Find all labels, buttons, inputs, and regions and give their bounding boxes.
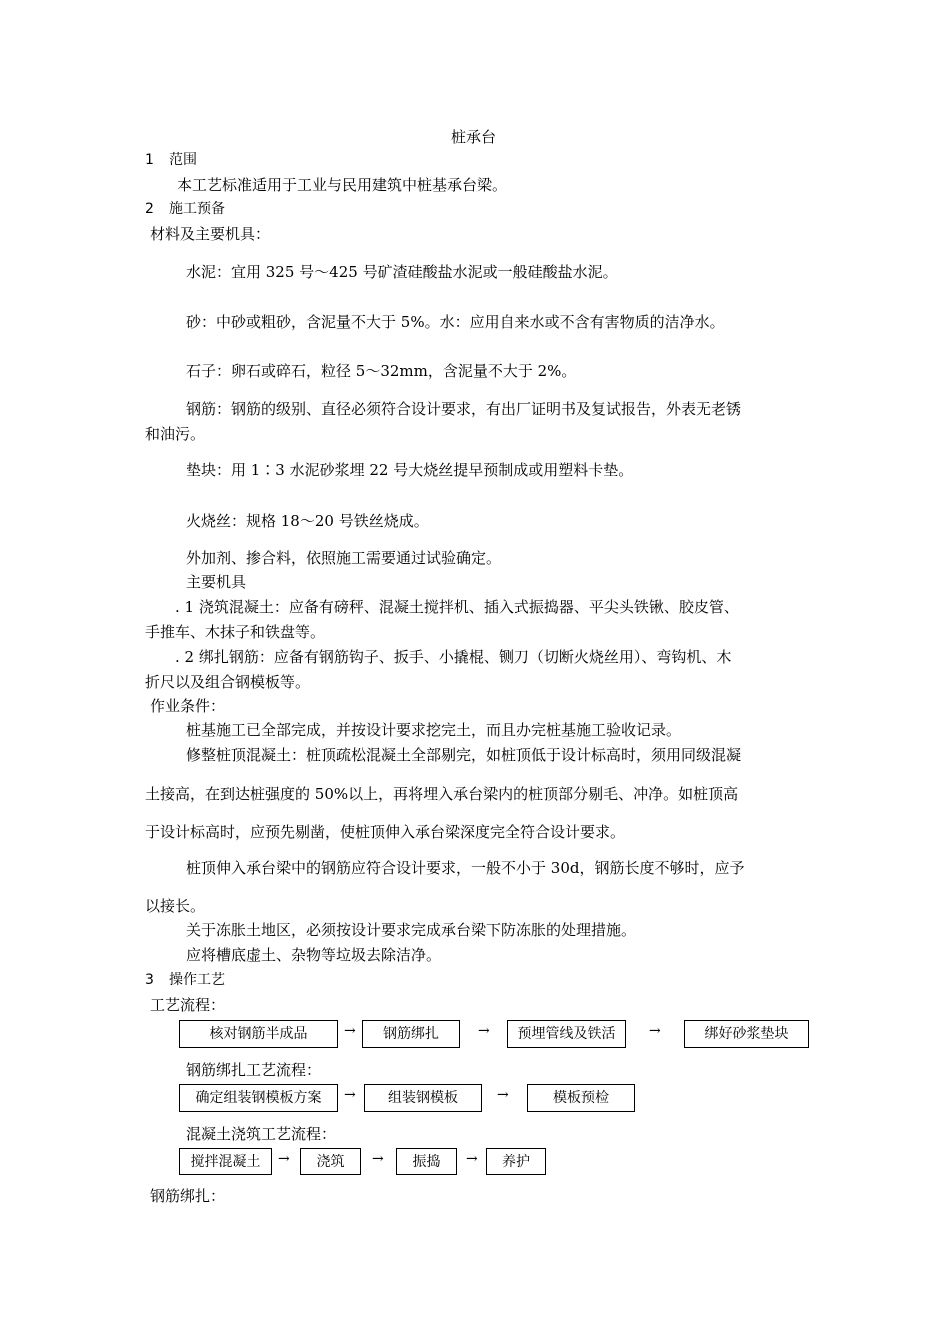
arrow-icon: →: [344, 1023, 356, 1039]
tool1-line1: . 1 浇筑混凝土：应备有磅秤、混凝土搅拌机、插入式振捣器、平尖头铁锹、胶皮管、: [175, 598, 739, 616]
tool1-line2: 手推车、木抹子和铁盘等。: [145, 623, 326, 641]
condition-3-line1: 桩顶伸入承台梁中的钢筋应符合设计要求，一般不小于 30d，钢筋长度不够时，应予: [186, 859, 745, 877]
arrow-icon: →: [278, 1151, 290, 1167]
additive-text: 外加剂、掺合料，依照施工需要通过试验确定。: [186, 549, 502, 567]
condition-2-line3: 于设计标高时，应预先剔凿，使桩顶伸入承台梁深度完全符合设计要求。: [145, 823, 626, 841]
flow-main-step-2: 钢筋绑扎: [362, 1020, 460, 1048]
scope-text: 本工艺标准适用于工业与民用建筑中桩基承台梁。: [177, 176, 508, 194]
flow-rebar-step-2: 组装钢模板: [364, 1084, 482, 1112]
flow-concrete-step-1: 搅拌混凝土: [179, 1148, 272, 1175]
section-1-number: 1: [145, 152, 154, 168]
condition-1: 桩基施工已全部完成，并按设计要求挖完土，而且办完桩基施工验收记录。: [186, 721, 682, 739]
pad-text: 垫块：用 1∶3 水泥砂浆埋 22 号大烧丝提早预制成或用塑料卡垫。: [186, 461, 634, 479]
section-3-heading: 操作工艺: [169, 972, 225, 988]
condition-2-line2: 土接高，在到达桩强度的 50%以上，再将埋入承台梁内的桩顶部分剔毛、冲净。如桩顶高: [145, 785, 739, 803]
cement-text: 水泥：宜用 325 号～425 号矿渣硅酸盐水泥或一般硅酸盐水泥。: [186, 263, 618, 281]
rebar-text-line2: 和油污。: [145, 425, 206, 443]
condition-3-line2: 以接长。: [145, 897, 206, 915]
flow-concrete-step-3: 振捣: [396, 1148, 457, 1175]
conditions-label: 作业条件：: [150, 697, 226, 715]
wire-text: 火烧丝：规格 18～20 号铁丝烧成。: [186, 512, 429, 530]
flow-main-step-4: 绑好砂浆垫块: [684, 1020, 809, 1048]
condition-2-line1: 修整桩顶混凝土：桩顶疏松混凝土全部剔完，如桩顶低于设计标高时，须用同级混凝: [186, 746, 742, 764]
rebar-text-line1: 钢筋：钢筋的级别、直径必须符合设计要求，有出厂证明书及复试报告，外表无老锈: [186, 400, 742, 418]
flow-concrete-step-2: 浇筑: [300, 1148, 361, 1175]
flow-main-step-3: 预埋管线及铁活: [507, 1020, 626, 1048]
arrow-icon: →: [344, 1087, 356, 1103]
section-1-heading: 范围: [169, 152, 197, 168]
section-2-heading: 施工预备: [169, 201, 225, 217]
flow-concrete-step-4: 养护: [486, 1148, 546, 1175]
materials-label: 材料及主要机具：: [150, 225, 271, 243]
flow-main-step-1: 核对钢筋半成品: [179, 1020, 338, 1048]
page-title: 桩承台: [451, 128, 497, 146]
arrow-icon: →: [478, 1023, 490, 1039]
tools-label: 主要机具: [186, 573, 247, 591]
process-label: 工艺流程：: [150, 996, 226, 1014]
rebar-tie-label: 钢筋绑扎：: [150, 1187, 226, 1205]
flow-rebar-step-3: 模板预检: [527, 1084, 635, 1112]
section-2-number: 2: [145, 201, 154, 217]
condition-5: 应将槽底虚土、杂物等垃圾去除洁净。: [186, 946, 442, 964]
concrete-flow-label: 混凝土浇筑工艺流程：: [186, 1125, 337, 1143]
rebar-flow-label: 钢筋绑扎工艺流程：: [186, 1061, 322, 1079]
stone-text: 石子：卵石或碎石，粒径 5～32mm，含泥量不大于 2%。: [186, 362, 577, 380]
arrow-icon: →: [497, 1087, 509, 1103]
flow-rebar-step-1: 确定组装钢模板方案: [179, 1084, 338, 1112]
section-3-number: 3: [145, 972, 154, 988]
arrow-icon: →: [466, 1151, 478, 1167]
arrow-icon: →: [372, 1151, 384, 1167]
condition-4: 关于冻胀土地区，必须按设计要求完成承台梁下防冻胀的处理措施。: [186, 921, 637, 939]
tool2-line2: 折尺以及组合钢模板等。: [145, 673, 311, 691]
tool2-line1: . 2 绑扎钢筋：应备有钢筋钩子、扳手、小撬棍、铡刀（切断火烧丝用）、弯钩机、木: [175, 648, 732, 666]
sand-text: 砂：中砂或粗砂，含泥量不大于 5%。水：应用自来水或不含有害物质的洁净水。: [186, 313, 725, 331]
arrow-icon: →: [649, 1023, 661, 1039]
